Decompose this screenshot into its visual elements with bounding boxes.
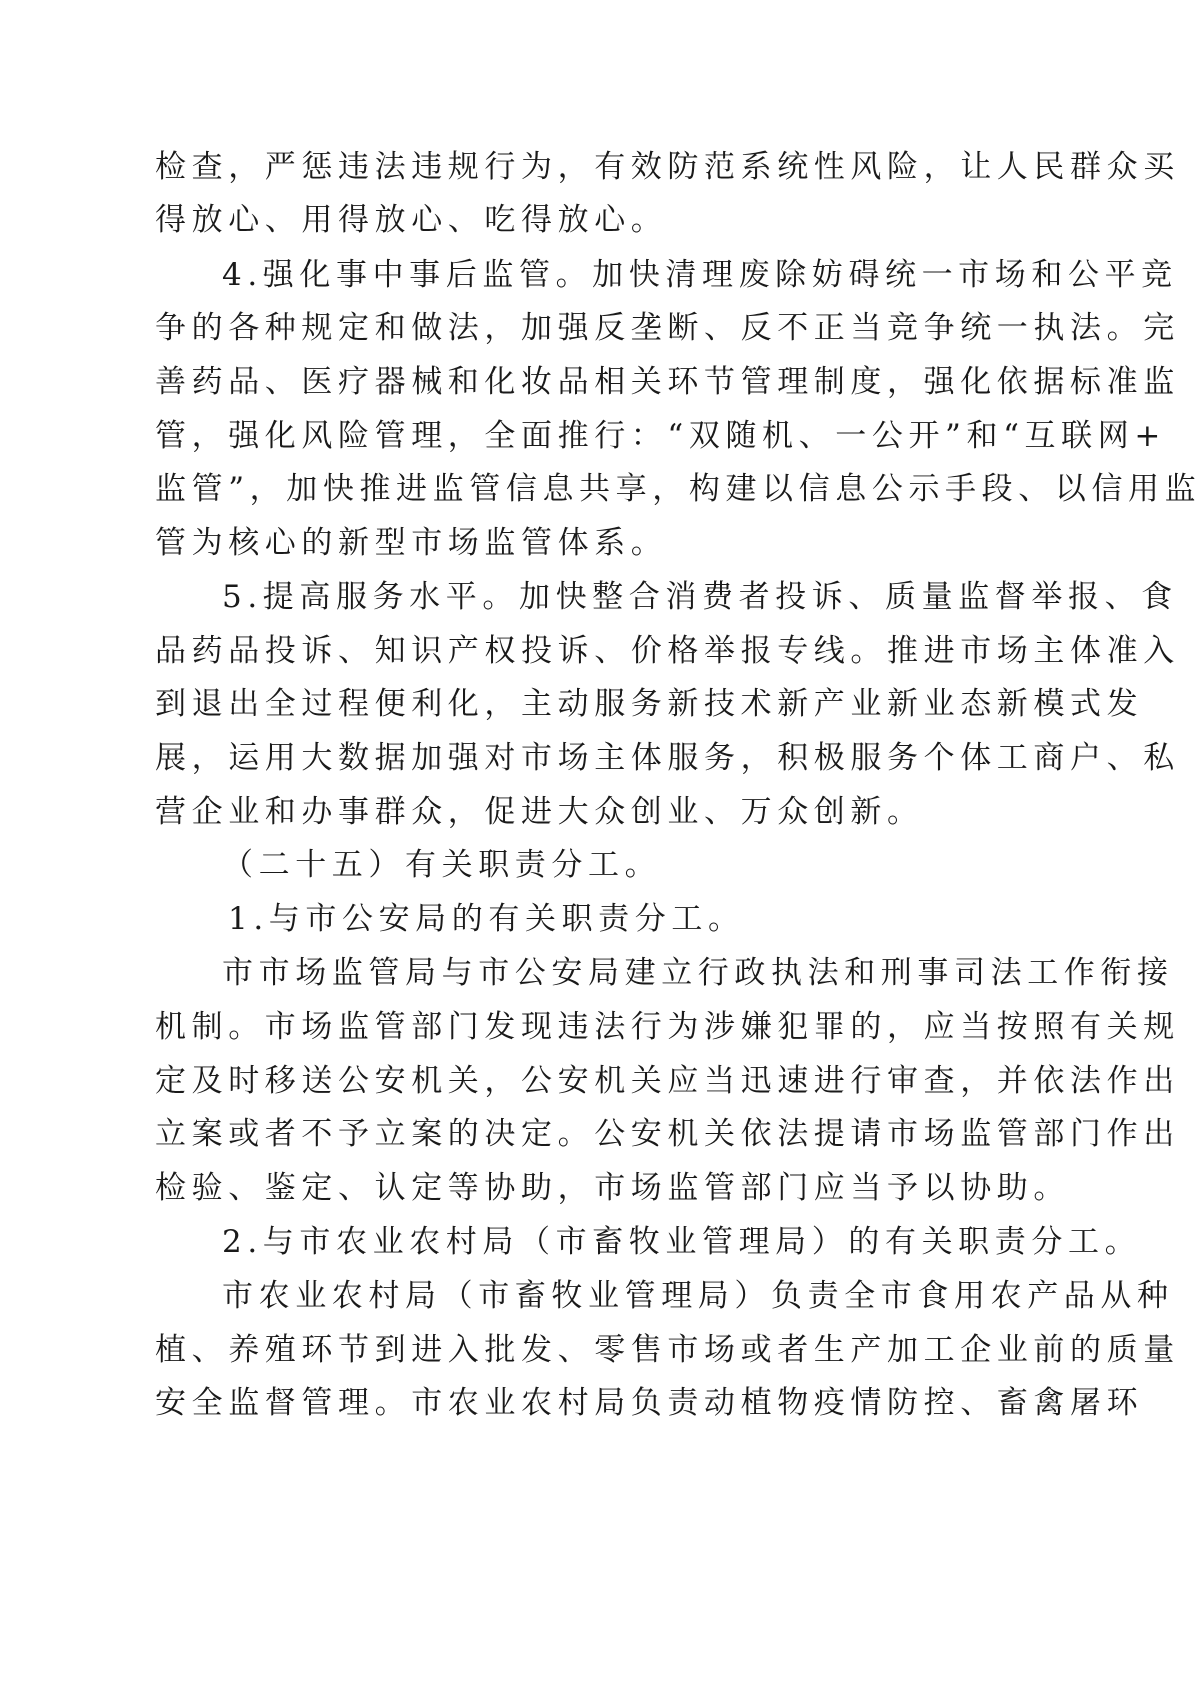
paragraph-line: 管，强化风险管理，全面推行：“双随机、一公开”和“互联网+ xyxy=(155,418,1166,454)
paragraph-line: 机制。市场监管部门发现违法行为涉嫌犯罪的，应当按照有关规 xyxy=(155,1009,1180,1045)
paragraph-line: 市市场监管局与市公安局建立行政执法和刑事司法工作衔接 xyxy=(222,955,1174,991)
paragraph-line: 善药品、医疗器械和化妆品相关环节管理制度，强化依据标准监 xyxy=(155,364,1180,400)
paragraph-line: 安全监督管理。市农业农村局负责动植物疫情防控、畜禽屠环 xyxy=(155,1385,1144,1421)
section-heading: （二十五）有关职责分工。 xyxy=(222,847,662,883)
paragraph-line: 到退出全过程便利化，主动服务新技术新产业新业态新模式发 xyxy=(155,686,1144,722)
paragraph-line: 展，运用大数据加强对市场主体服务，积极服务个体工商户、私 xyxy=(155,740,1180,776)
paragraph-line: 检查，严惩违法违规行为，有效防范系统性风险，让人民群众买 xyxy=(155,149,1180,185)
paragraph-line: 争的各种规定和做法，加强反垄断、反不正当竞争统一执法。完 xyxy=(155,310,1180,346)
paragraph-line: 植、养殖环节到进入批发、零售市场或者生产加工企业前的质量 xyxy=(155,1332,1180,1368)
paragraph-line: 定及时移送公安机关，公安机关应当迅速进行审查，并依法作出 xyxy=(155,1063,1180,1099)
paragraph-line: 管为核心的新型市场监管体系。 xyxy=(155,525,668,561)
paragraph-line: 品药品投诉、知识产权投诉、价格举报专线。推进市场主体准入 xyxy=(155,633,1180,669)
paragraph-line: 检验、鉴定、认定等协助，市场监管部门应当予以协助。 xyxy=(155,1170,1070,1206)
paragraph-line: 5.提高服务水平。加快整合消费者投诉、质量监督举报、食 xyxy=(222,579,1178,615)
paragraph-line: 营企业和办事群众，促进大众创业、万众创新。 xyxy=(155,794,924,830)
subsection-heading: 1.与市公安局的有关职责分工。 xyxy=(228,901,745,937)
paragraph-line: 立案或者不予立案的决定。公安机关依法提请市场监管部门作出 xyxy=(155,1116,1180,1152)
paragraph-line: 监管”，加快推进监管信息共享，构建以信息公示手段、以信用监 xyxy=(155,471,1201,507)
paragraph-line: 4.强化事中事后监管。加快清理废除妨碍统一市场和公平竞 xyxy=(222,257,1178,293)
subsection-heading: 2.与市农业农村局（市畜牧业管理局）的有关职责分工。 xyxy=(222,1224,1142,1260)
paragraph-line: 市农业农村局（市畜牧业管理局）负责全市食用农产品从种 xyxy=(222,1278,1174,1314)
paragraph-line: 得放心、用得放心、吃得放心。 xyxy=(155,202,668,238)
